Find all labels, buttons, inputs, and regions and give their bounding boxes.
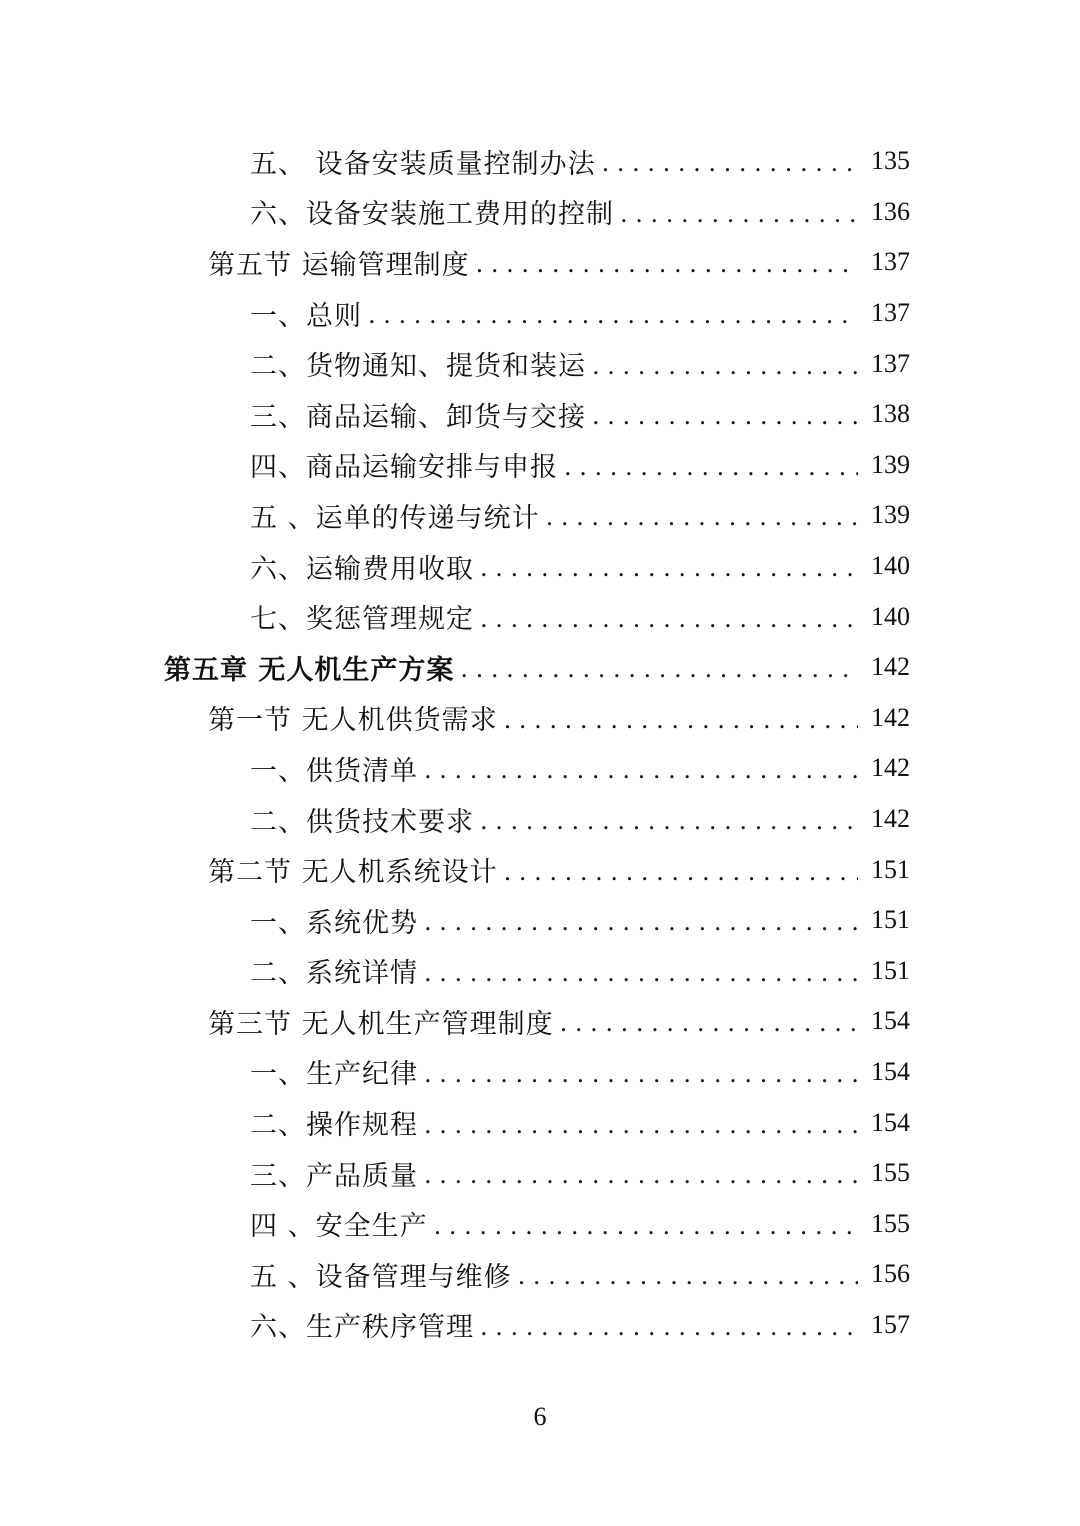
toc-entry-page: 138 [871, 399, 910, 429]
toc-dot-leader [434, 1214, 858, 1238]
toc-entry-page: 135 [871, 146, 910, 176]
toc-entry-title: 一、生产纪律 [250, 1059, 418, 1091]
toc-entry[interactable] [0, 1300, 1080, 1351]
toc-entry-page: 155 [871, 1158, 910, 1188]
toc-entry-title: 二、操作规程 [250, 1110, 418, 1142]
toc-entry-title: 第二节 无人机系统设计 [208, 857, 498, 889]
toc-entry[interactable] [0, 541, 1080, 592]
toc-dot-leader [564, 455, 858, 479]
toc-dot-leader [480, 1315, 858, 1339]
toc-entry-title: 三、商品运输、卸货与交接 [250, 401, 586, 433]
toc-entry-title: 一、供货清单 [250, 755, 418, 787]
toc-dot-leader [368, 303, 858, 327]
toc-entry-title: 六、设备安装施工费用的控制 [250, 199, 614, 231]
toc-entry-page: 142 [871, 753, 910, 783]
toc-entry[interactable] [0, 794, 1080, 845]
toc-entry-page: 151 [871, 854, 910, 884]
toc-entry-title: 二、系统详情 [250, 958, 418, 990]
toc-entry[interactable] [0, 996, 1080, 1047]
toc-dot-leader [504, 860, 858, 884]
toc-entry-page: 154 [871, 1056, 910, 1086]
toc-entry-title: 五、 设备安装质量控制办法 [250, 148, 596, 180]
toc-entry-page: 142 [871, 652, 910, 682]
toc-entry-page: 151 [871, 955, 910, 985]
toc-dot-leader [460, 657, 858, 681]
toc-entry[interactable] [0, 895, 1080, 946]
toc-entry-title: 第三节 无人机生产管理制度 [208, 1008, 554, 1040]
toc-dot-leader [480, 607, 858, 631]
toc-dot-leader [424, 1163, 858, 1187]
toc-entry-page: 139 [871, 449, 910, 479]
toc-entry[interactable] [0, 1198, 1080, 1249]
toc-entry[interactable] [0, 490, 1080, 541]
toc-dot-leader [424, 1113, 858, 1137]
toc-dot-leader [560, 1011, 858, 1035]
toc-dot-leader [424, 758, 858, 782]
toc-entry-title: 第一节 无人机供货需求 [208, 705, 498, 737]
toc-entry-page: 139 [871, 500, 910, 530]
toc-entry[interactable] [0, 389, 1080, 440]
toc-entry-title: 一、系统优势 [250, 907, 418, 939]
toc-chapter-entry[interactable] [0, 642, 1080, 693]
toc-entry[interactable] [0, 136, 1080, 187]
toc-entry[interactable] [0, 1148, 1080, 1199]
toc-entry-page: 142 [871, 702, 910, 732]
toc-entry-page: 154 [871, 1006, 910, 1036]
toc-entry[interactable] [0, 946, 1080, 997]
toc-entry[interactable] [0, 591, 1080, 642]
toc-entry-title: 三、产品质量 [250, 1160, 418, 1192]
toc-entry-page: 137 [871, 247, 910, 277]
toc-entry-title: 一、总则 [250, 300, 362, 332]
toc-dot-leader [480, 809, 858, 833]
toc-entry-title: 二、货物通知、提货和装运 [250, 351, 586, 383]
toc-dot-leader [476, 252, 858, 276]
toc-dot-leader [424, 961, 858, 985]
page-number: 6 [533, 1402, 547, 1431]
toc-dot-leader [602, 151, 858, 175]
toc-entry[interactable] [0, 743, 1080, 794]
toc-dot-leader [592, 404, 858, 428]
toc-entry[interactable] [0, 1047, 1080, 1098]
toc-entry[interactable] [0, 338, 1080, 389]
toc-dot-leader [504, 708, 858, 732]
toc-dot-leader [620, 202, 858, 226]
toc-entry-page: 137 [871, 298, 910, 328]
toc-entry[interactable] [0, 187, 1080, 238]
toc-entry-title: 四、商品运输安排与申报 [250, 452, 558, 484]
toc-entry-page: 140 [871, 551, 910, 581]
toc-dot-leader [518, 1264, 858, 1288]
toc-entry[interactable] [0, 237, 1080, 288]
toc-entry-title: 第五节 运输管理制度 [208, 249, 470, 281]
toc-dot-leader [424, 1062, 858, 1086]
toc-entry-page: 154 [871, 1107, 910, 1137]
toc-entry-title: 四 、安全生产 [250, 1211, 428, 1243]
toc-entry-title: 二、供货技术要求 [250, 806, 474, 838]
toc-entry[interactable] [0, 1249, 1080, 1300]
toc-entry-title: 六、运输费用收取 [250, 553, 474, 585]
toc-entry[interactable] [0, 844, 1080, 895]
table-of-contents [0, 136, 1080, 1350]
toc-entry-page: 156 [871, 1259, 910, 1289]
toc-entry-title: 五 、运单的传递与统计 [250, 502, 540, 534]
toc-dot-leader [424, 910, 858, 934]
toc-entry-title: 七、奖惩管理规定 [250, 604, 474, 636]
toc-entry-title: 六、生产秩序管理 [250, 1312, 474, 1344]
toc-entry-page: 140 [871, 601, 910, 631]
toc-entry-title: 第五章 无人机生产方案 [164, 654, 455, 686]
toc-dot-leader [546, 505, 858, 529]
toc-dot-leader [480, 556, 858, 580]
toc-entry-page: 136 [871, 196, 910, 226]
toc-entry[interactable] [0, 1097, 1080, 1148]
toc-entry[interactable] [0, 693, 1080, 744]
toc-entry-page: 142 [871, 804, 910, 834]
toc-entry-page: 137 [871, 348, 910, 378]
toc-dot-leader [592, 354, 858, 378]
toc-entry[interactable] [0, 288, 1080, 339]
toc-entry[interactable] [0, 440, 1080, 491]
toc-entry-page: 157 [871, 1309, 910, 1339]
toc-entry-title: 五 、设备管理与维修 [250, 1261, 512, 1293]
toc-entry-page: 151 [871, 905, 910, 935]
toc-entry-page: 155 [871, 1208, 910, 1238]
